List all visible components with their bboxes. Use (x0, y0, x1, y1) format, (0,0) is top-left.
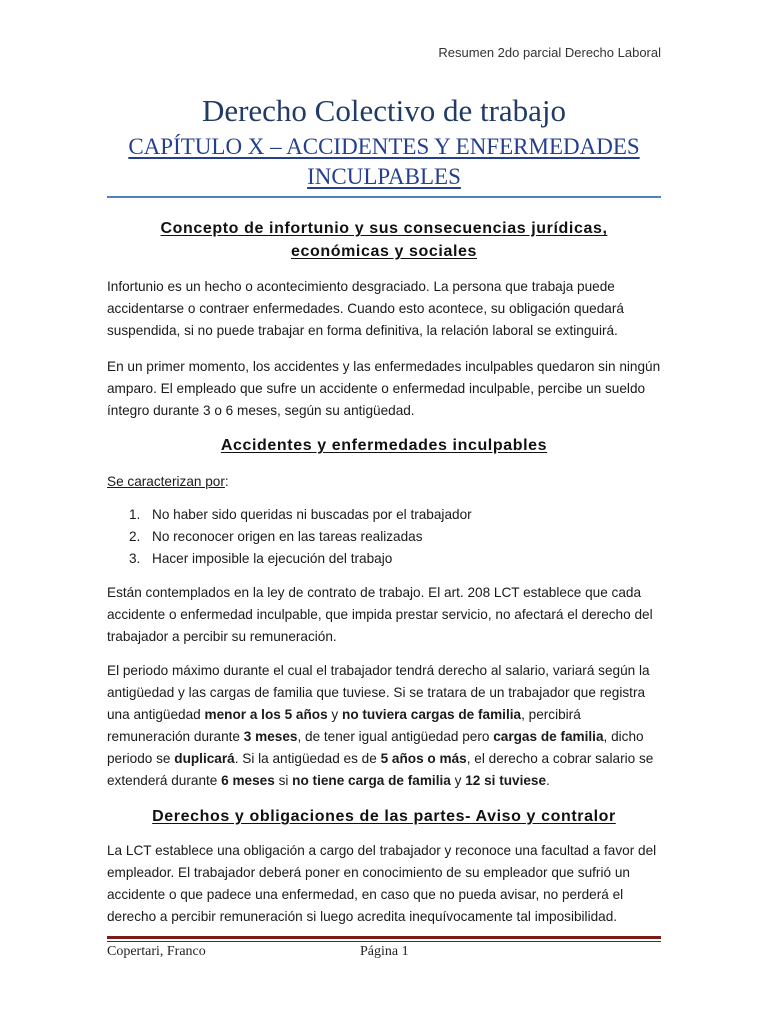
bold-run: duplicará (174, 751, 235, 766)
bold-run: 12 si tuviese (465, 773, 547, 788)
list-intro-label: Se caracterizan por (107, 474, 225, 489)
bold-run: cargas de familia (493, 729, 604, 744)
list-item (107, 548, 661, 570)
list-item (107, 526, 661, 548)
bold-run: 3 meses (243, 729, 298, 744)
text-run: si (274, 773, 293, 788)
footer-author: Copertari, Franco (107, 944, 206, 959)
text-run: El periodo máximo durante el cual el trabajador tendrá derecho al salario, variará según la antigüedad y las cargas de familia que tuviese. Si se tratara de un trabajador que registra una antigüedad (107, 663, 650, 722)
chapter-heading-line1: CAPÍTULO X – ACCIDENTES Y ENFERMEDADES (128, 134, 640, 159)
text-run: y (327, 707, 343, 722)
text-run: , percibirá remuneración durante (107, 707, 581, 744)
running-header: Resumen 2do parcial Derecho Laboral (438, 45, 661, 60)
footer-divider-thick (107, 936, 661, 939)
text-run: . Si la antigüedad es de (234, 751, 381, 766)
paragraph-art-208: Están contemplados en la ley de contrato de trabajo. El art. 208 LCT establece que cada accidente o enfermedad inculpable, que impida prestar servicio, no afectará el derecho del trabajador a percibir su remuneración. (107, 585, 653, 644)
chapter-heading (107, 132, 661, 192)
list-item-number: 1. (129, 507, 141, 522)
bold-run: 6 meses (221, 773, 275, 788)
title-divider (107, 196, 661, 198)
paragraph-periodo-maximo (107, 660, 661, 792)
bold-run: no tuviera cargas de familia (342, 707, 522, 722)
bold-run: 5 años o más (380, 751, 467, 766)
text-run: y (450, 773, 466, 788)
list-item-text: No reconocer origen en las tareas realizadas (152, 529, 423, 544)
text-run: , de tener igual antigüedad pero (297, 729, 494, 744)
bold-run: no tiene carga de familia (292, 773, 451, 788)
bold-run: menor a los 5 años (204, 707, 328, 722)
chapter-heading-line2: INCULPABLES (307, 164, 461, 189)
text-run: , el derecho a cobrar salario se extenderá durante (107, 751, 654, 788)
text-run: , dicho periodo se (107, 729, 644, 766)
footer-page-number: Página 1 (360, 944, 409, 959)
paragraph-infortunio-definition: Infortunio es un hecho o acontecimiento desgraciado. La persona que trabaja puede accidentarse o contraer enfermedades. Cuando esto acontece, su obligación quedará suspendida, si no puede trabajar en forma definitiva, la relación laboral se extinguirá. (107, 279, 624, 338)
list-intro-colon: : (224, 474, 229, 489)
footer-divider-thin (107, 941, 661, 942)
list-item-text: No haber sido queridas ni buscadas por el trabajador (152, 507, 472, 522)
paragraph-amparo: En un primer momento, los accidentes y las enfermedades inculpables quedaron sin ningún amparo. El empleado que sufre un accidente o enfermedad inculpable, percibe un sueldo íntegro durante 3 o 6 meses, según su antigüedad. (107, 359, 661, 418)
paragraph-aviso-contralor: La LCT establece una obligación a cargo del trabajador y reconoce una facultad a favor del empleador. El trabajador deberá poner en conocimiento de su empleador que sufrió un accidente o que padece una enfermedad, en caso que no pueda avisar, no perderá el derecho a percibir remuneración si luego acredita inequívocamente tal imposibilidad. (107, 843, 657, 924)
section-heading-line1: Concepto de infortunio y sus consecuencias jurídicas, (160, 220, 608, 237)
text-run: . (546, 773, 550, 788)
list-intro (107, 471, 661, 493)
section-heading-line2: económicas y sociales (290, 243, 478, 260)
characteristics-list (107, 504, 661, 570)
document-title: Derecho Colectivo de trabajo (201, 93, 567, 128)
list-item-number: 2. (129, 529, 141, 544)
list-item-number: 3. (129, 551, 141, 566)
section-heading-derechos: Derechos y obligaciones de las partes- Aviso y contralor (152, 808, 616, 825)
section-heading-accidentes: Accidentes y enfermedades inculpables (220, 437, 548, 454)
list-item (107, 504, 661, 526)
section-heading-infortunio (107, 217, 661, 263)
list-item-text: Hacer imposible la ejecución del trabajo (152, 551, 393, 566)
